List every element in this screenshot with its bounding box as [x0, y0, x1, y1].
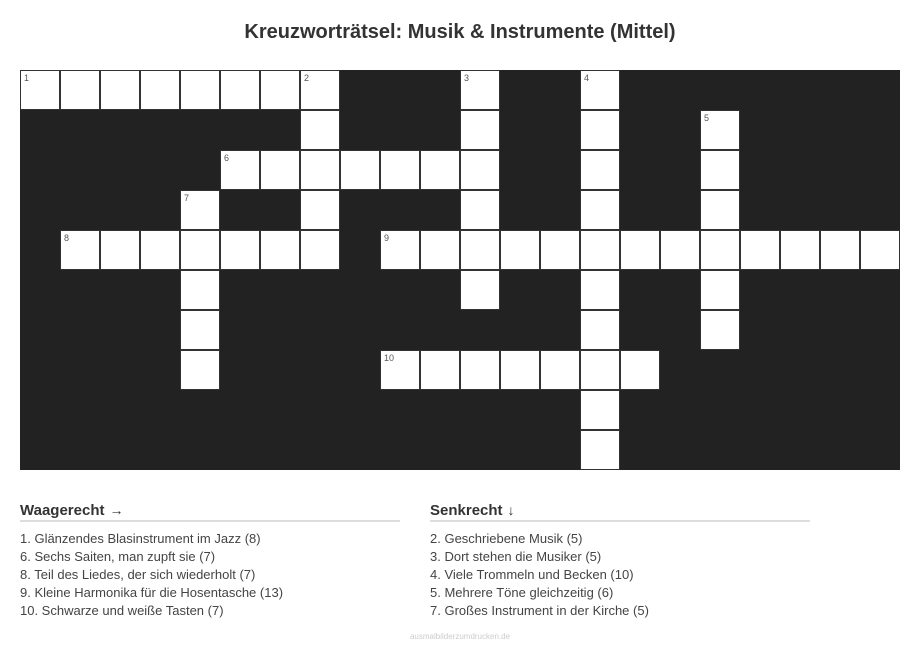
crossword-cell[interactable] — [460, 190, 500, 230]
crossword-cell[interactable] — [580, 110, 620, 150]
crossword-cell[interactable] — [580, 70, 620, 110]
across-heading-label: Waagerecht — [20, 502, 105, 519]
down-clues — [430, 502, 810, 620]
crossword-cell[interactable] — [860, 230, 900, 270]
crossword-cell[interactable] — [180, 350, 220, 390]
crossword-cell[interactable] — [460, 110, 500, 150]
crossword-cell[interactable] — [460, 350, 500, 390]
crossword-cell[interactable] — [460, 230, 500, 270]
puzzle-title: Kreuzworträtsel: Musik & Instrumente (Mittel) — [244, 21, 676, 43]
crossword-cell[interactable] — [260, 70, 300, 110]
crossword-cell[interactable] — [220, 70, 260, 110]
crossword-cell[interactable] — [340, 150, 380, 190]
crossword-cell[interactable] — [180, 310, 220, 350]
crossword-cell[interactable] — [700, 230, 740, 270]
crossword-cell[interactable] — [460, 150, 500, 190]
crossword-cell[interactable] — [220, 150, 260, 190]
source-footer: ausmalbilderzumdrucken.de — [409, 632, 511, 641]
clue-down-item: 3. Dort stehen die Musiker (5) — [430, 549, 602, 564]
clue-across-item: 9. Kleine Harmonika für die Hosentasche (13) — [20, 585, 284, 600]
crossword-cell[interactable] — [460, 270, 500, 310]
crossword-cell[interactable] — [500, 350, 540, 390]
crossword-cell[interactable] — [580, 270, 620, 310]
clue-number: 3 — [464, 73, 470, 83]
crossword-cell[interactable] — [140, 70, 180, 110]
crossword-cell[interactable] — [260, 150, 300, 190]
crossword-cell[interactable] — [180, 70, 220, 110]
crossword-cell[interactable] — [700, 190, 740, 230]
crossword-cell[interactable] — [60, 230, 100, 270]
crossword-cell[interactable] — [700, 110, 740, 150]
clue-across-item: 8. Teil des Liedes, der sich wiederholt (7) — [20, 567, 256, 582]
crossword-cell[interactable] — [420, 150, 460, 190]
crossword-cell[interactable] — [220, 230, 260, 270]
crossword-cell[interactable] — [540, 230, 580, 270]
down-heading — [430, 502, 810, 522]
crossword-cell[interactable] — [620, 350, 660, 390]
clue-number: 2 — [304, 73, 310, 83]
down-arrow-icon: ↓ — [507, 502, 515, 518]
clue-number: 1 — [24, 73, 30, 83]
crossword-cell[interactable] — [100, 230, 140, 270]
crossword-cell[interactable] — [580, 190, 620, 230]
clue-down-item: 7. Großes Instrument in der Kirche (5) — [430, 603, 649, 618]
crossword-cell[interactable] — [380, 350, 420, 390]
crossword-cell[interactable] — [580, 310, 620, 350]
crossword-cell[interactable] — [180, 230, 220, 270]
across-heading — [20, 502, 400, 522]
across-clues — [20, 502, 400, 620]
clue-number: 5 — [704, 113, 710, 123]
crossword-cell[interactable] — [380, 150, 420, 190]
clue-number: 6 — [224, 153, 230, 163]
crossword-cell[interactable] — [100, 70, 140, 110]
crossword-cell[interactable] — [660, 230, 700, 270]
right-arrow-icon: → — [109, 502, 124, 518]
crossword-cell[interactable] — [700, 310, 740, 350]
crossword-cell[interactable] — [780, 230, 820, 270]
clue-down-item: 2. Geschriebene Musik (5) — [430, 531, 583, 546]
crossword-cell[interactable] — [540, 350, 580, 390]
clue-number: 10 — [384, 353, 395, 363]
clue-across-item: 1. Glänzendes Blasinstrument im Jazz (8) — [20, 531, 261, 546]
crossword-cell[interactable] — [420, 230, 460, 270]
crossword-cell[interactable] — [420, 350, 460, 390]
crossword-cell[interactable] — [180, 270, 220, 310]
crossword-cell[interactable] — [60, 70, 100, 110]
clue-down-item: 4. Viele Trommeln und Becken (10) — [430, 567, 634, 582]
crossword-cell[interactable] — [20, 70, 60, 110]
clue-number: 7 — [184, 193, 190, 203]
crossword-cell[interactable] — [820, 230, 860, 270]
clue-across-item: 6. Sechs Saiten, man zupft sie (7) — [20, 549, 216, 564]
crossword-cell[interactable] — [300, 70, 340, 110]
crossword-cell[interactable] — [300, 190, 340, 230]
crossword-grid — [20, 70, 900, 470]
clue-number: 8 — [64, 233, 70, 243]
crossword-cell[interactable] — [300, 230, 340, 270]
crossword-cell[interactable] — [700, 150, 740, 190]
down-heading-label: Senkrecht — [430, 502, 503, 519]
crossword-cell[interactable] — [500, 230, 540, 270]
crossword-cell[interactable] — [180, 190, 220, 230]
crossword-cell[interactable] — [260, 230, 300, 270]
clue-number: 9 — [384, 233, 390, 243]
crossword-cell[interactable] — [700, 270, 740, 310]
clue-number: 4 — [584, 73, 590, 83]
crossword-cell[interactable] — [740, 230, 780, 270]
crossword-cell[interactable] — [140, 230, 180, 270]
clue-across-item: 10. Schwarze und weiße Tasten (7) — [20, 603, 224, 618]
clue-down-item: 5. Mehrere Töne gleichzeitig (6) — [430, 585, 614, 600]
crossword-cell[interactable] — [580, 150, 620, 190]
crossword-cell[interactable] — [460, 70, 500, 110]
crossword-cell[interactable] — [580, 230, 620, 270]
crossword-cell[interactable] — [580, 390, 620, 430]
crossword-cell[interactable] — [620, 230, 660, 270]
crossword-cell[interactable] — [300, 150, 340, 190]
crossword-cell[interactable] — [580, 350, 620, 390]
crossword-cell[interactable] — [380, 230, 420, 270]
crossword-cell[interactable] — [580, 430, 620, 470]
crossword-cell[interactable] — [300, 110, 340, 150]
